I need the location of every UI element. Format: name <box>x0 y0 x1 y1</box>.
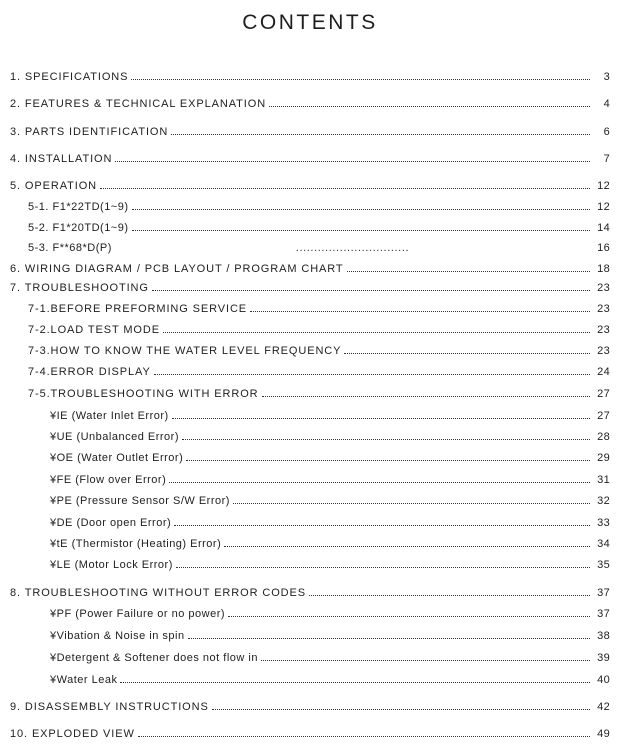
dot-leader <box>188 638 590 639</box>
dot-leader <box>132 230 590 231</box>
dot-leader <box>309 595 590 596</box>
toc-label: ¥FE (Flow over Error) <box>50 474 167 486</box>
dot-leader <box>154 374 590 375</box>
toc-entry-detergent[interactable] <box>50 648 610 664</box>
dot-leader <box>152 290 590 291</box>
toc-entry-exploded-view[interactable] <box>10 724 610 740</box>
toc-label: ¥DE (Door open Error) <box>50 517 172 529</box>
toc-entry-5-2[interactable] <box>28 218 610 234</box>
toc-page-number: 29 <box>597 452 610 464</box>
toc-page-number: 33 <box>597 517 610 529</box>
toc-page-number: 27 <box>597 410 610 422</box>
toc-page-number: 39 <box>597 652 610 664</box>
toc-entry-pe[interactable] <box>50 491 610 507</box>
toc-label: ¥tE (Thermistor (Heating) Error) <box>50 538 222 550</box>
toc-page-number: 23 <box>597 303 610 315</box>
toc-label: 5-2. F1*20TD(1~9) <box>28 222 129 234</box>
toc-entry-7-5[interactable] <box>28 384 610 400</box>
dot-leader <box>212 709 590 710</box>
toc-entry-specifications[interactable] <box>10 67 610 83</box>
toc-entry-water-leak[interactable] <box>50 670 610 686</box>
toc-page-number: 49 <box>597 728 610 740</box>
toc-entry-troubleshooting-without-codes[interactable] <box>10 583 610 599</box>
toc-label: 7-1.BEFORE PREFORMING SERVICE <box>28 303 248 315</box>
toc-label: ¥PF (Power Failure or no power) <box>50 608 226 620</box>
dot-leader <box>233 503 590 504</box>
toc-entry-operation[interactable] <box>10 176 610 192</box>
toc-label: 7-3.HOW TO KNOW THE WATER LEVEL FREQUENCY <box>28 345 342 357</box>
toc-page-number: 31 <box>597 474 610 486</box>
toc-page-number: 40 <box>597 674 610 686</box>
toc-page-number: 37 <box>597 608 610 620</box>
toc-page-number: 16 <box>597 242 611 254</box>
toc-label: ¥UE (Unbalanced Error) <box>50 431 179 443</box>
dot-leader <box>120 682 590 683</box>
toc-page-number: 6 <box>603 126 610 138</box>
dot-leader <box>131 79 590 80</box>
dot-leader <box>250 311 590 312</box>
toc-entry-disassembly[interactable] <box>10 697 610 713</box>
toc-label: ¥PE (Pressure Sensor S/W Error) <box>50 495 230 507</box>
toc-entry-parts-identification[interactable] <box>10 122 610 138</box>
toc-page-number: 32 <box>597 495 610 507</box>
toc-label: ¥IE (Water Inlet Error) <box>50 410 169 422</box>
toc-page-number: 28 <box>597 431 610 443</box>
toc-entry-5-3[interactable] <box>28 238 610 254</box>
dot-leader <box>115 161 590 162</box>
toc-label: 9. DISASSEMBLY INSTRUCTIONS <box>10 701 209 713</box>
toc-page-number: 12 <box>597 201 610 213</box>
dot-leader <box>138 736 590 737</box>
toc-label: ¥OE (Water Outlet Error) <box>50 452 184 464</box>
dot-leader <box>347 271 590 272</box>
toc-entry-oe[interactable] <box>50 448 610 464</box>
toc-page-number: 4 <box>603 98 610 110</box>
toc-page-number: 23 <box>597 345 610 357</box>
toc-label: 7-4.ERROR DISPLAY <box>28 366 151 378</box>
toc-entry-de[interactable] <box>50 513 610 529</box>
toc-label: 6. WIRING DIAGRAM / PCB LAYOUT / PROGRAM CHART <box>10 263 344 275</box>
toc-label: 7-5.TROUBLESHOOTING WITH ERROR <box>28 388 259 400</box>
toc-entry-le[interactable] <box>50 555 610 571</box>
toc-entry-installation[interactable] <box>10 149 610 165</box>
dot-leader <box>344 353 590 354</box>
dot-leader <box>163 332 590 333</box>
toc-page-number: 23 <box>597 282 610 294</box>
toc-entry-5-1[interactable] <box>28 197 610 213</box>
toc-label: 5. OPERATION <box>10 180 97 192</box>
toc-page-number: 18 <box>597 263 610 275</box>
toc-entry-7-4[interactable] <box>28 362 610 378</box>
toc-entry-vibration[interactable] <box>50 626 610 642</box>
toc-label: 2. FEATURES & TECHNICAL EXPLANATION <box>10 98 267 110</box>
dot-leader <box>172 418 590 419</box>
toc-page-number: 7 <box>603 153 610 165</box>
dot-leader <box>174 525 590 526</box>
toc-label: 7-2.LOAD TEST MODE <box>28 324 160 336</box>
toc-entry-wiring-diagram[interactable] <box>10 259 610 275</box>
dot-leader <box>182 439 590 440</box>
toc-label: 4. INSTALLATION <box>10 153 113 165</box>
toc-page-number: 12 <box>597 180 610 192</box>
dot-leader-text: ............................... <box>295 242 410 254</box>
toc-entry-7-2[interactable] <box>28 320 610 336</box>
toc-entry-fe[interactable] <box>50 470 610 486</box>
toc-page-number: 38 <box>597 630 610 642</box>
dot-leader <box>224 546 590 547</box>
toc-entry-7-3[interactable] <box>28 341 610 357</box>
toc-page-number: 14 <box>597 222 610 234</box>
toc-label: ¥LE (Motor Lock Error) <box>50 559 173 571</box>
dot-leader <box>262 396 590 397</box>
dot-leader <box>228 616 590 617</box>
toc-entry-ue[interactable] <box>50 427 610 443</box>
toc-page-number: 27 <box>597 388 610 400</box>
page-title: CONTENTS <box>242 11 378 34</box>
dot-leader <box>176 567 590 568</box>
dot-leader <box>100 188 590 189</box>
toc-page-number: 35 <box>597 559 610 571</box>
dot-leader <box>171 134 590 135</box>
toc-label: 1. SPECIFICATIONS <box>10 71 129 83</box>
toc-label: ¥Water Leak <box>50 674 118 686</box>
toc-entry-7-1[interactable] <box>28 299 610 315</box>
toc-page-number: 24 <box>597 366 610 378</box>
dot-leader <box>269 106 590 107</box>
toc-page-number: 42 <box>597 701 610 713</box>
toc-page-number: 37 <box>597 587 610 599</box>
toc-label: 7. TROUBLESHOOTING <box>10 282 149 294</box>
toc-entry-troubleshooting[interactable] <box>10 278 610 294</box>
dot-leader <box>132 209 590 210</box>
toc-page-number: 23 <box>597 324 610 336</box>
toc-entry-pf[interactable] <box>50 604 610 620</box>
toc-label: 5-1. F1*22TD(1~9) <box>28 201 129 213</box>
toc-label: 8. TROUBLESHOOTING WITHOUT ERROR CODES <box>10 587 306 599</box>
toc-label: 10. EXPLODED VIEW <box>10 728 135 740</box>
toc-label: 5-3. F**68*D(P) <box>28 242 112 254</box>
toc-entry-features[interactable] <box>10 94 610 110</box>
toc-label: 3. PARTS IDENTIFICATION <box>10 126 169 138</box>
toc-entry-te[interactable] <box>50 534 610 550</box>
toc-page-number: 3 <box>603 71 610 83</box>
toc-entry-ie[interactable] <box>50 406 610 422</box>
dot-leader <box>186 460 590 461</box>
dot-leader <box>169 482 590 483</box>
dot-leader <box>261 660 590 661</box>
toc-page-number: 34 <box>597 538 610 550</box>
toc-label: ¥Vibation & Noise in spin <box>50 630 185 642</box>
toc-label: ¥Detergent & Softener does not flow in <box>50 652 258 664</box>
